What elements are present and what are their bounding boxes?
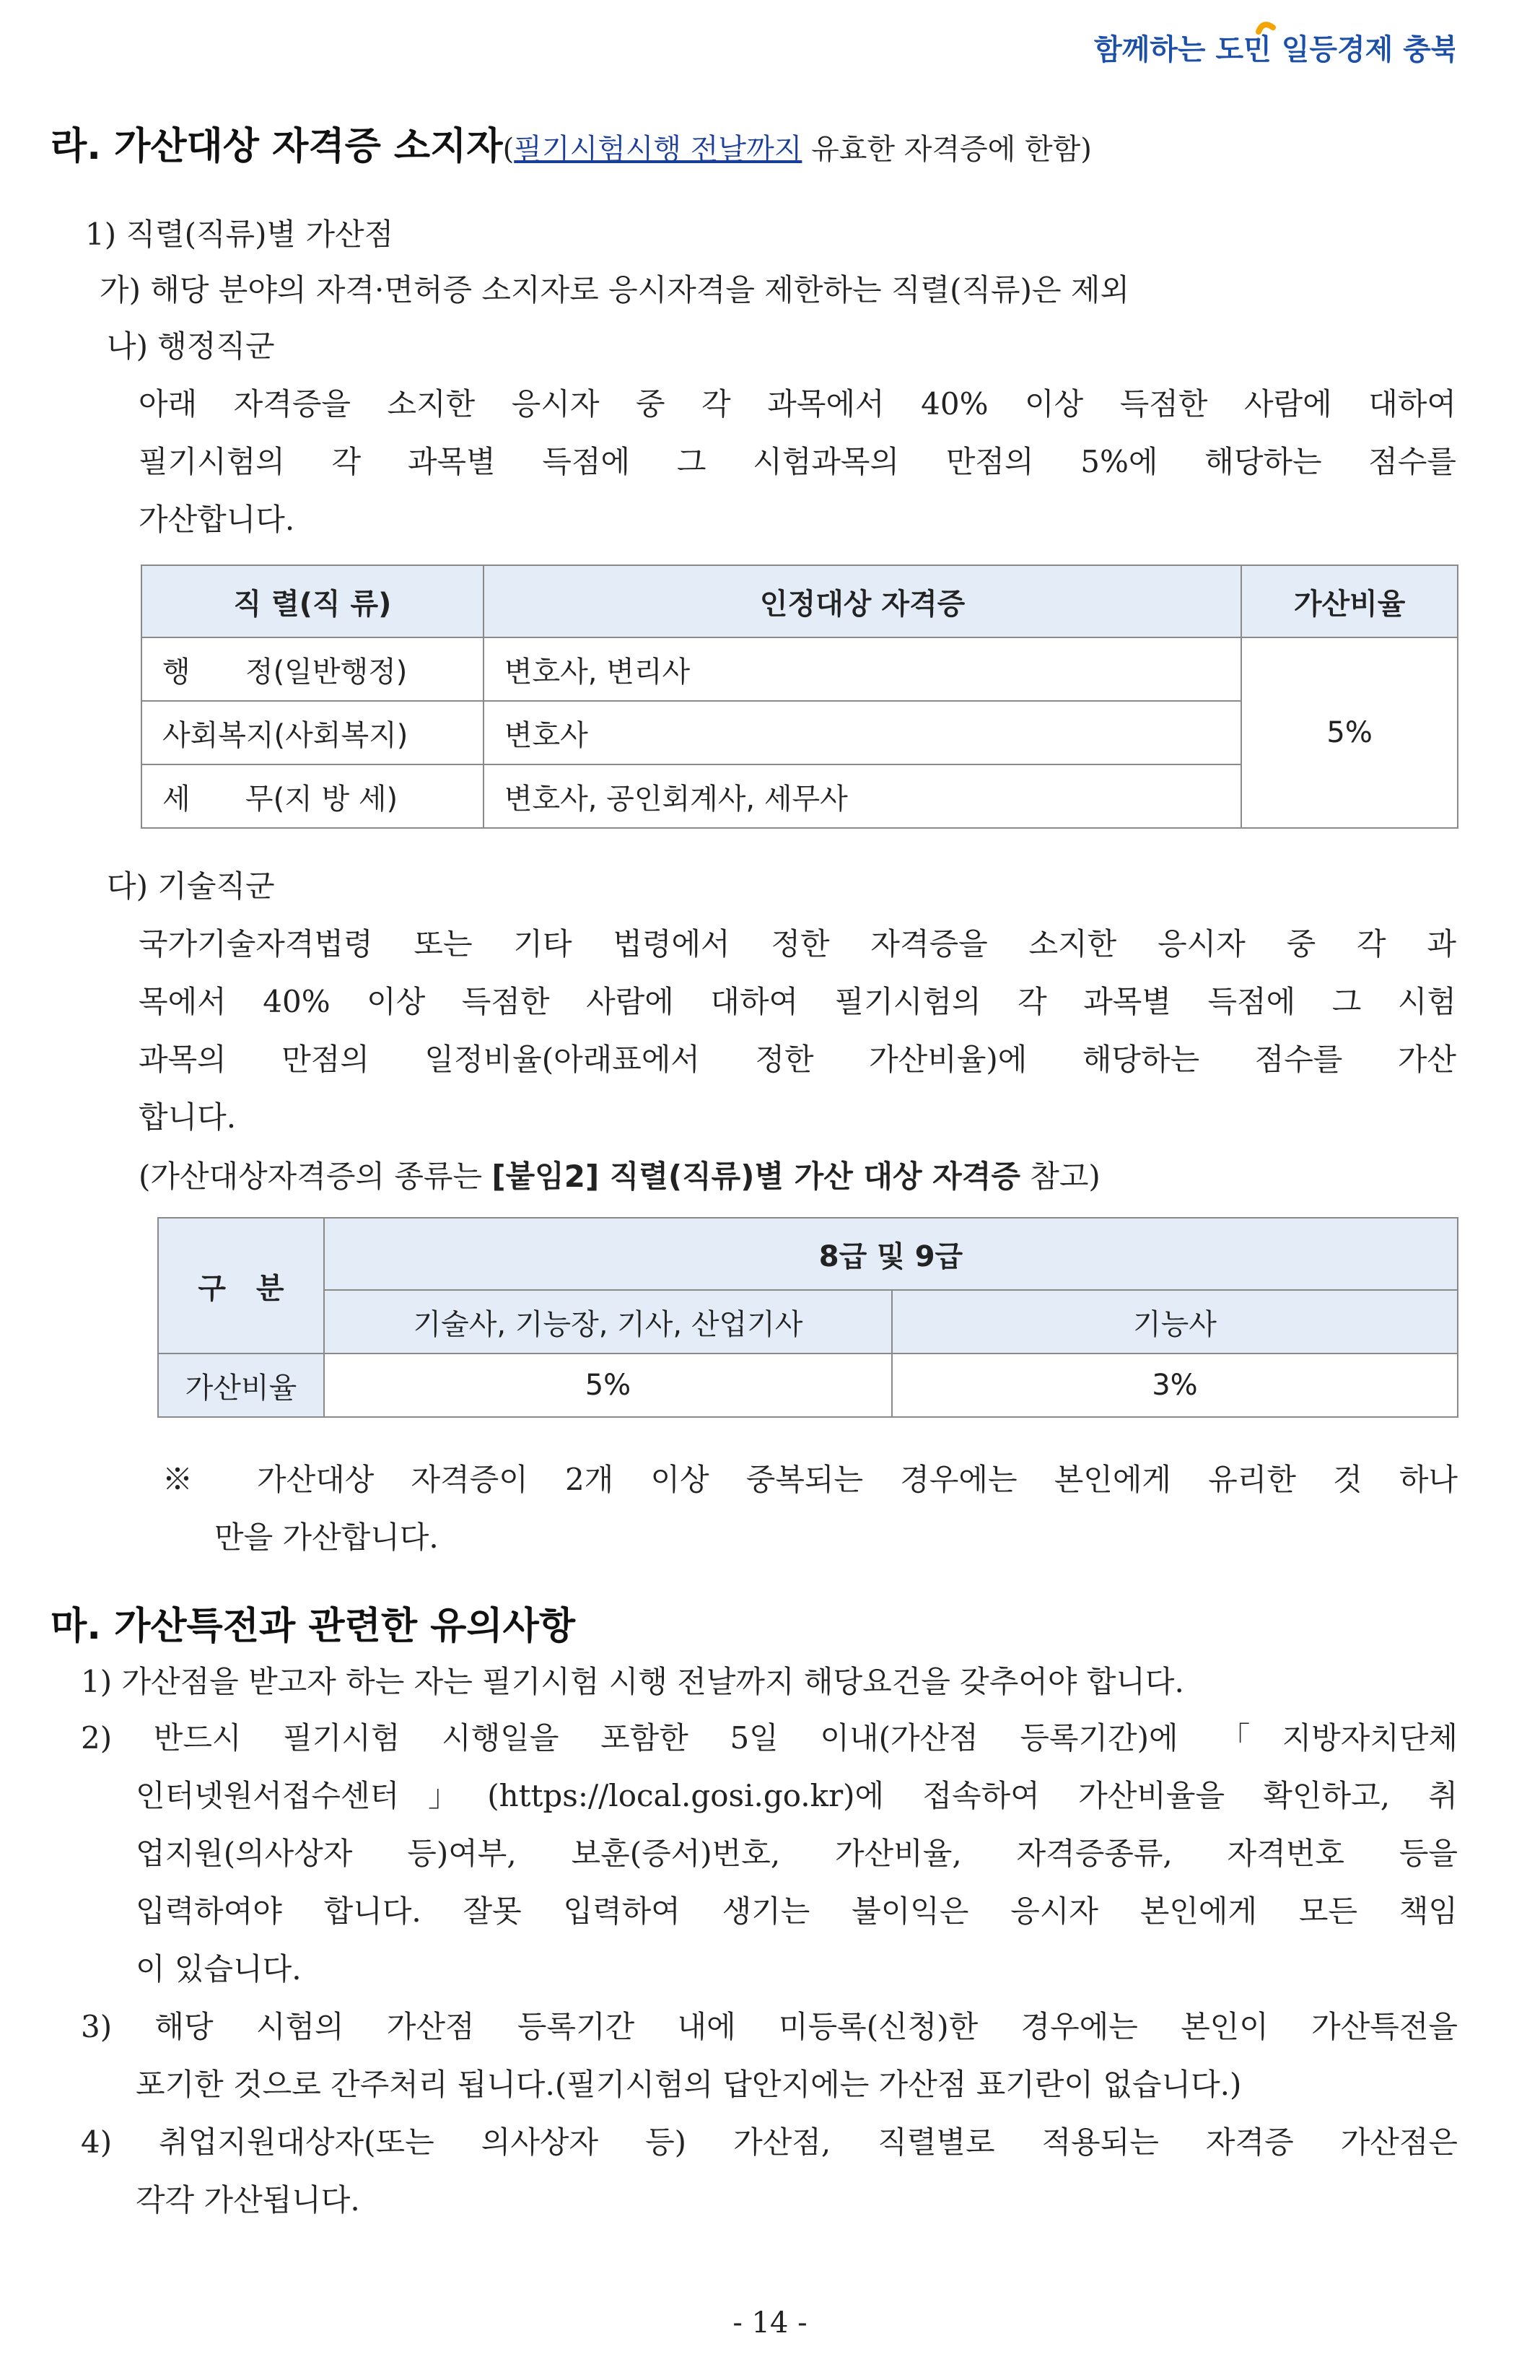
col-header-rate: 가산비율 [1241,565,1458,637]
da-paragraph [139,915,1456,1146]
ma-item-2-line: 2) 반드시 필기시험 시행일을 포함한 5일 이내(가산점 등록기간)에 「지방자치단체 [81,1720,1458,1756]
col-header-tech: 기술사, 기능장, 기사, 산업기사 [324,1290,892,1354]
col-header-series: 직 렬(직 류) [141,565,484,637]
remark-line: ※ 가산대상 자격증이 2개 이상 중복되는 경우에는 본인에게 유리한 것 하나 [162,1462,1458,1497]
item-na: 나) 행정직군 [107,328,275,364]
ma-item-3-line: 포기한 것으로 간주처리 됩니다.(필기시험의 답안지에는 가산점 표기란이 없습니다.) [136,2067,1242,2102]
reference-note [139,1155,1101,1198]
na-para-line: 가산합니다. [139,502,295,537]
row-label-rate: 가산비율 [158,1354,324,1417]
ma-item-1: 1) 가산점을 받고자 하는 자는 필기시험 시행 전날까지 해당요건을 갖추어야 합니다. [81,1664,1184,1699]
note-highlight: 필기시험시행 전날까지 [514,133,802,166]
item-1: 1) 직렬(직류)별 가산점 [85,217,394,252]
table-subheader-row [158,1290,1458,1354]
corner-label: 구 분 [158,1218,324,1354]
ma-item-3 [81,1998,1458,2114]
ma-item-2-line: 입력하여야 합니다. 잘못 입력하여 생기는 불이익은 응시자 본인에게 모든 책임 [136,1893,1458,1929]
note-paren: ( [502,133,515,166]
ma-item-2 [81,1709,1458,1998]
table-tech-rates [157,1217,1458,1418]
na-para-line: 필기시험의 각 과목별 득점에 그 시험과목의 만점의 5%에 해당하는 점수를 [139,444,1456,479]
table-admin-certs [141,565,1458,829]
page-number: - 14 - [732,2306,808,2340]
cell-certs: 변호사, 변리사 [484,637,1241,701]
table-header-row [158,1218,1458,1290]
cell-certs: 변호사, 공인회계사, 세무사 [484,764,1241,828]
cell-rate: 5% [1241,637,1458,828]
remark-line: 만을 가산합니다. [214,1520,439,1555]
logo-graphic [1094,10,1455,82]
ma-item-2-line: 인터넷원서접수센터」(https://local.gosi.go.kr)에 접속하여 가산비율을 확인하고, 취 [136,1778,1458,1813]
da-para-line: 과목의 만점의 일정비율(아래표에서 정한 가산비율)에 해당하는 점수를 가산 [139,1042,1456,1077]
section-ra-title-text: 라. 가산대상 자격증 소지자 [51,125,503,168]
na-para-line: 아래 자격증을 소지한 응시자 중 각 과목에서 40% 이상 득점한 사람에 대하여 [139,386,1456,422]
col-header-functional: 기능사 [892,1290,1458,1354]
na-paragraph [139,375,1456,549]
da-para-line: 국가기술자격법령 또는 기타 법령에서 정한 자격증을 소지한 응시자 중 각 과 [139,926,1456,962]
cell-series: 세 무(지 방 세) [141,764,484,828]
table-row [158,1354,1458,1417]
ma-item-3-line: 3) 해당 시험의 가산점 등록기간 내에 미등록(신청)한 경우에는 본인이 가산특전을 [81,2009,1458,2044]
da-para-line: 합니다. [139,1099,237,1135]
duplicate-remark [162,1451,1458,1566]
header-logo [1094,10,1455,82]
cell-rate-tech: 5% [324,1354,892,1417]
item-ga: 가) 해당 분야의 자격·면허증 소지자로 응시자격을 제한하는 직렬(직류)은 제외 [100,272,1130,308]
logo-text: 함께하는 도민 일등경제 충북 [1094,33,1455,66]
reference-suffix: 참고) [1020,1159,1101,1194]
da-para-line: 목에서 40% 이상 득점한 사람에 대하여 필기시험의 각 과목별 득점에 그 시험 [139,984,1456,1019]
ma-item-4-line: 각각 가산됩니다. [136,2182,360,2218]
table-header-row [141,565,1458,637]
note-rest: 유효한 자격증에 한함) [802,133,1092,166]
reference-prefix: (가산대상자격증의 종류는 [139,1159,492,1194]
section-ma-title: 마. 가산특전과 관련한 유의사항 [51,1605,576,1648]
ma-item-4-line: 4) 취업지원대상자(또는 의사상자 등) 가산점, 직렬별로 적용되는 자격증 가산점은 [81,2124,1458,2160]
col-header-certs: 인정대상 자격증 [484,565,1241,637]
ma-item-4 [81,2114,1458,2229]
section-ra-title [51,115,1092,170]
ma-item-2-line: 업지원(의사상자 등)여부, 보훈(증서)번호, 가산비율, 자격증종류, 자격번호 등을 [136,1836,1458,1871]
reference-bold: [붙임2] 직렬(직류)별 가산 대상 자격증 [491,1159,1020,1194]
grade-header: 8급 및 9급 [324,1218,1458,1290]
table-row [141,637,1458,701]
item-da: 다) 기술직군 [107,868,275,904]
ma-item-2-line: 이 있습니다. [136,1951,302,1987]
cell-series: 행 정(일반행정) [141,637,484,701]
cell-certs: 변호사 [484,701,1241,764]
cell-rate-functional: 3% [892,1354,1458,1417]
cell-series: 사회복지(사회복지) [141,701,484,764]
